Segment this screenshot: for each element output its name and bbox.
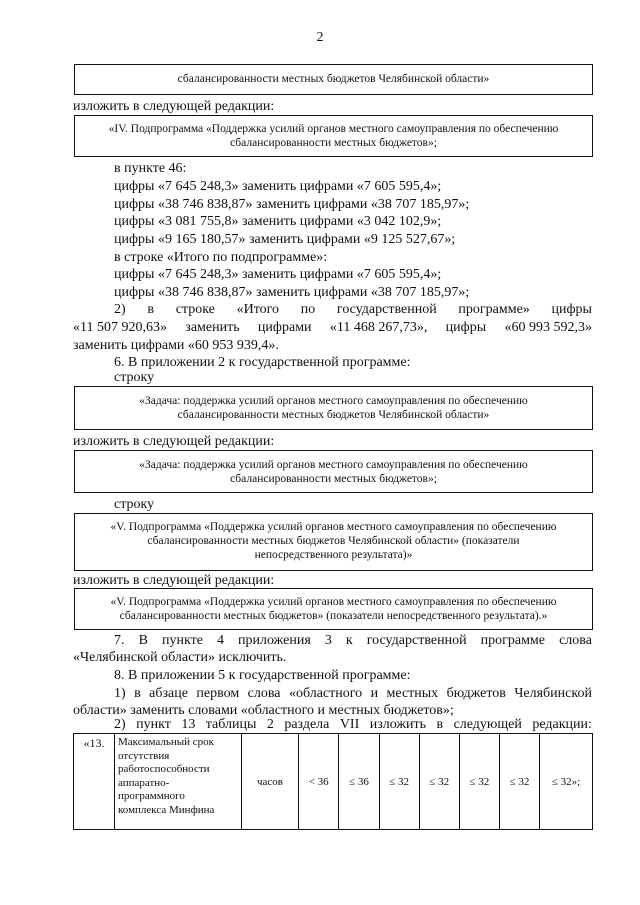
value-cell: < 36 (299, 734, 339, 830)
quote-line: «Задача: поддержка усилий органов местного самоуправления по обеспечению (139, 395, 528, 407)
quote-line: «Задача: поддержка усилий органов местного самоуправления по обеспечению (139, 459, 528, 471)
item8-sub1-line1: 1) в абзаце первом слова «областного и местных бюджетов Челябинской (114, 686, 592, 701)
table-row (74, 734, 593, 830)
value-cell: ≤ 32 (419, 734, 459, 830)
item6-title: 6. В приложении 2 к государственной программе: (114, 355, 411, 370)
quote-line: сбалансированности местных бюджетов Челябинской области» (177, 73, 490, 85)
quote-line: сбалансированности местных бюджетов» (показатели непосредственного результата).» (119, 610, 548, 622)
edit-instruction: изложить в следующей редакции: (73, 99, 275, 114)
item46-row: в строке «Итого по подпрограмме»: (114, 250, 328, 265)
quote-box-new-task (74, 450, 593, 493)
item8-sub2: 2) пункт 13 таблицы 2 раздела VII изложить в следующей редакции: (114, 717, 592, 732)
item8-title: 8. В приложении 5 к государственной программе: (114, 668, 411, 683)
page-number: 2 (316, 30, 324, 45)
item6-row-word: строку (114, 370, 155, 385)
quote-box-old-subprogram-v (74, 513, 593, 571)
value-cell: ≤ 32 (459, 734, 499, 830)
quote-box-old-task (74, 386, 593, 430)
item46-row: цифры «3 081 755,8» заменить цифрами «3 042 102,9»; (114, 214, 442, 229)
edit-instruction: изложить в следующей редакции: (73, 573, 275, 588)
quote-line: сбалансированности местных бюджетов Челябинской области» (показатели (147, 535, 520, 547)
item46-row: цифры «38 746 838,87» заменить цифрами «38 707 185,97»; (114, 197, 470, 212)
edit-instruction: изложить в следующей редакции: (73, 434, 275, 449)
quote-line: сбалансированности местных бюджетов Челябинской области» (177, 409, 490, 421)
item2-line1: 2) в строке «Итого по государственной программе» цифры (114, 302, 592, 317)
item2-line3: заменить цифрами «60 953 939,4». (73, 338, 279, 353)
quote-line: сбалансированности местных бюджетов»; (230, 137, 437, 149)
row-word: строку (114, 497, 155, 512)
value-cell: ≤ 32 (499, 734, 539, 830)
item46-row: цифры «7 645 248,3» заменить цифрами «7 605 595,4»; (114, 179, 442, 194)
item2-line2: «11 507 920,63» заменить цифрами «11 468 267,73», цифры «60 993 592,3» (73, 320, 592, 335)
value-cell: ≤ 32 (379, 734, 419, 830)
quote-box-new-subprogram-iv (74, 115, 593, 157)
item46-intro: в пункте 46: (114, 161, 187, 176)
indicator-table (73, 733, 593, 830)
value-cell: ≤ 32»; (540, 734, 593, 830)
quote-line: «IV. Подпрограмма «Поддержка усилий органов местного самоуправления по обеспечению (108, 123, 559, 135)
item7-line1: 7. В пункте 4 приложения 3 к государственной программе слова (114, 633, 592, 648)
item46-row: цифры «7 645 248,3» заменить цифрами «7 605 595,4»; (114, 267, 442, 282)
indicator-name-cell: Максимальный срок отсутствия работоспособности аппаратно- программного комплекса Минфина (115, 734, 242, 830)
quote-box-old-subprogram-tail (74, 64, 593, 95)
quote-line: «V. Подпрограмма «Поддержка усилий органов местного самоуправления по обеспечению (110, 596, 557, 608)
row-number-cell: «13. (74, 734, 115, 830)
unit-cell: часов (242, 734, 299, 830)
item7-line2: «Челябинской области» исключить. (73, 650, 287, 665)
item8-sub1-line2: области» заменить словами «областного и местных бюджетов»; (73, 703, 454, 718)
quote-line: «V. Подпрограмма «Поддержка усилий органов местного самоуправления по обеспечению (110, 521, 557, 533)
quote-line: сбалансированности местных бюджетов»; (230, 473, 437, 485)
quote-box-new-subprogram-v (74, 588, 593, 630)
item46-row: цифры «9 165 180,57» заменить цифрами «9 125 527,67»; (114, 232, 456, 247)
item46-row: цифры «38 746 838,87» заменить цифрами «38 707 185,97»; (114, 285, 470, 300)
quote-line: непосредственного результата)» (254, 549, 413, 561)
value-cell: ≤ 36 (339, 734, 379, 830)
